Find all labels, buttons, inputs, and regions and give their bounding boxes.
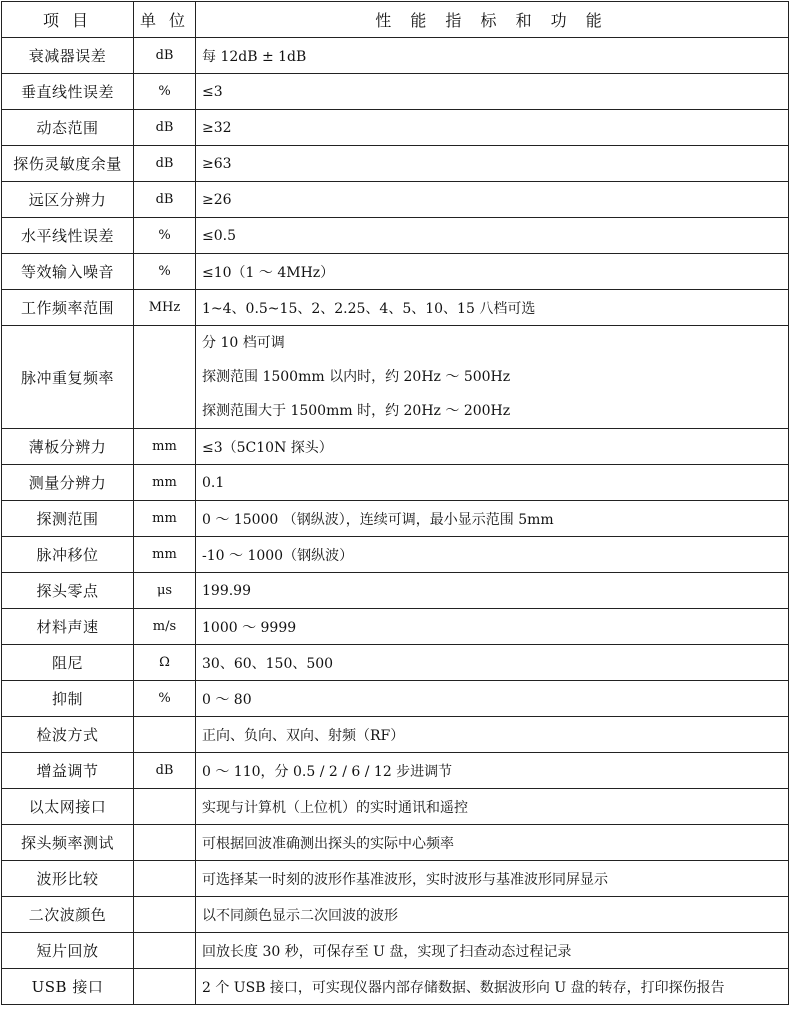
performance-line: 探测范围大于 1500mm 时，约 20Hz ～ 200Hz (202, 403, 511, 419)
row-performance: 1~4、0.5~15、2、2.25、4、5、10、15 八档可选 (196, 290, 789, 326)
row-performance: 回放长度 30 秒，可保存至 U 盘，实现了扫查动态过程记录 (196, 933, 789, 969)
row-unit: % (134, 681, 196, 717)
row-item: 检波方式 (2, 717, 134, 753)
row-performance: 1000 ～ 9999 (196, 609, 789, 645)
table-row (2, 146, 789, 182)
row-item: 探头零点 (2, 573, 134, 609)
performance-line: 分 10 档可调 (202, 335, 285, 351)
row-item: USB 接口 (2, 969, 134, 1005)
table-row (2, 861, 789, 897)
row-unit: mm (134, 465, 196, 501)
table-row (2, 429, 789, 465)
table-row (2, 326, 789, 429)
row-item: 脉冲重复频率 (2, 326, 134, 429)
row-item: 工作频率范围 (2, 290, 134, 326)
spec-table (1, 1, 789, 1005)
row-performance: 30、60、150、500 (196, 645, 789, 681)
table-row (2, 897, 789, 933)
row-performance: ≤3 (196, 74, 789, 110)
row-unit: dB (134, 38, 196, 74)
table-row (2, 110, 789, 146)
row-performance: 0.1 (196, 465, 789, 501)
row-item: 二次波颜色 (2, 897, 134, 933)
table-row (2, 933, 789, 969)
table-row (2, 537, 789, 573)
row-item: 衰减器误差 (2, 38, 134, 74)
row-item: 脉冲移位 (2, 537, 134, 573)
row-item: 波形比较 (2, 861, 134, 897)
performance-line: 探测范围 1500mm 以内时，约 20Hz ～ 500Hz (202, 369, 511, 385)
row-performance: 可根据回波准确测出探头的实际中心频率 (196, 825, 789, 861)
row-item: 短片回放 (2, 933, 134, 969)
table-row (2, 789, 789, 825)
row-unit (134, 861, 196, 897)
row-performance: ≥26 (196, 182, 789, 218)
table-row (2, 182, 789, 218)
row-unit: mm (134, 429, 196, 465)
row-unit: μs (134, 573, 196, 609)
table-row (2, 753, 789, 789)
row-performance: 0 ～ 80 (196, 681, 789, 717)
row-performance: ≤3（5C10N 探头） (196, 429, 789, 465)
table-row (2, 38, 789, 74)
header-performance: 性 能 指 标 和 功 能 (196, 2, 789, 38)
table-row (2, 465, 789, 501)
row-item: 材料声速 (2, 609, 134, 645)
row-unit: % (134, 74, 196, 110)
row-item: 水平线性误差 (2, 218, 134, 254)
row-performance: 0 ～ 110，分 0.5 / 2 / 6 / 12 步进调节 (196, 753, 789, 789)
row-unit (134, 933, 196, 969)
row-unit: % (134, 254, 196, 290)
row-performance: ≤10（1 ～ 4MHz） (196, 254, 789, 290)
row-performance: -10 ～ 1000（钢纵波） (196, 537, 789, 573)
header-unit: 单 位 (134, 2, 196, 38)
table-row (2, 681, 789, 717)
table-row (2, 501, 789, 537)
row-performance: 每 12dB ± 1dB (196, 38, 789, 74)
row-unit: m/s (134, 609, 196, 645)
row-unit (134, 326, 196, 429)
row-item: 阻尼 (2, 645, 134, 681)
row-unit: dB (134, 753, 196, 789)
row-performance: 2 个 USB 接口，可实现仪器内部存储数据、数据波形向 U 盘的转存，打印探伤报告 (196, 969, 789, 1005)
row-item: 探头频率测试 (2, 825, 134, 861)
row-item: 探测范围 (2, 501, 134, 537)
table-row (2, 254, 789, 290)
row-unit: Ω (134, 645, 196, 681)
performance-lines (202, 326, 788, 428)
row-unit: dB (134, 182, 196, 218)
row-unit: % (134, 218, 196, 254)
table-row (2, 573, 789, 609)
row-item: 以太网接口 (2, 789, 134, 825)
table-header-row (2, 2, 789, 38)
row-performance (196, 326, 789, 429)
row-unit: dB (134, 146, 196, 182)
row-item: 测量分辨力 (2, 465, 134, 501)
row-performance: 可选择某一时刻的波形作基准波形，实时波形与基准波形同屏显示 (196, 861, 789, 897)
row-unit (134, 789, 196, 825)
row-unit: mm (134, 501, 196, 537)
row-performance: 正向、负向、双向、射频（RF） (196, 717, 789, 753)
row-item: 抑制 (2, 681, 134, 717)
table-row (2, 74, 789, 110)
row-performance: ≥63 (196, 146, 789, 182)
row-unit (134, 717, 196, 753)
table-row (2, 609, 789, 645)
row-unit: dB (134, 110, 196, 146)
row-item: 动态范围 (2, 110, 134, 146)
row-item: 增益调节 (2, 753, 134, 789)
row-item: 远区分辨力 (2, 182, 134, 218)
row-unit: mm (134, 537, 196, 573)
row-item: 等效输入噪音 (2, 254, 134, 290)
row-item: 垂直线性误差 (2, 74, 134, 110)
row-unit (134, 825, 196, 861)
row-performance: 以不同颜色显示二次回波的波形 (196, 897, 789, 933)
row-unit: MHz (134, 290, 196, 326)
row-performance: ≤0.5 (196, 218, 789, 254)
table-row (2, 290, 789, 326)
row-performance: 实现与计算机（上位机）的实时通讯和遥控 (196, 789, 789, 825)
row-item: 探伤灵敏度余量 (2, 146, 134, 182)
row-unit (134, 897, 196, 933)
header-item: 项 目 (2, 2, 134, 38)
row-unit (134, 969, 196, 1005)
row-performance: 0 ～ 15000 （钢纵波），连续可调，最小显示范围 5mm (196, 501, 789, 537)
row-item: 薄板分辨力 (2, 429, 134, 465)
table-row (2, 969, 789, 1005)
row-performance: 199.99 (196, 573, 789, 609)
table-row (2, 218, 789, 254)
table-row (2, 645, 789, 681)
row-performance: ≥32 (196, 110, 789, 146)
table-row (2, 825, 789, 861)
table-row (2, 717, 789, 753)
